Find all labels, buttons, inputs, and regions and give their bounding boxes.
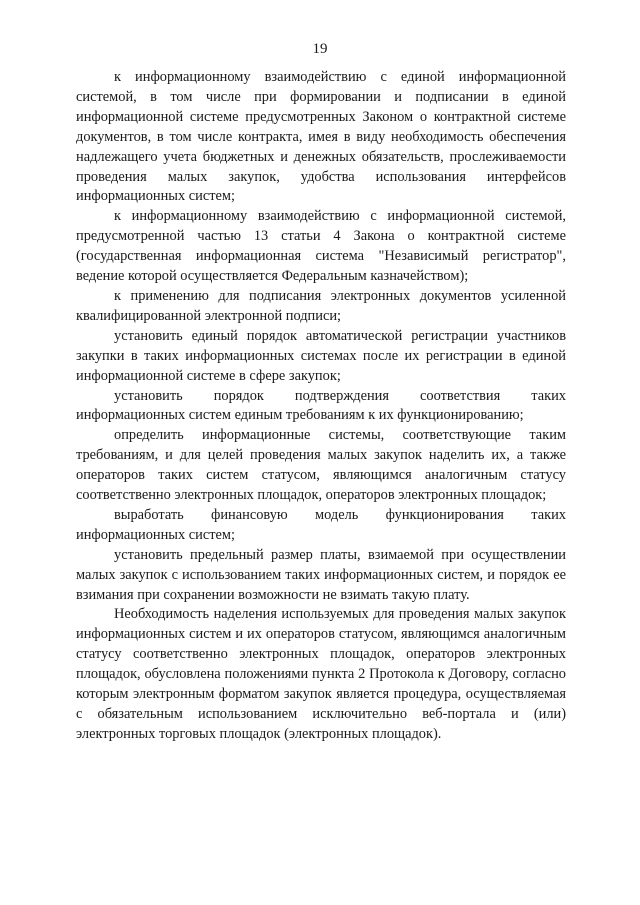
paragraph: Необходимость наделения используемых для проведения малых закупок информационных систем и их операторов статусом, являющимся аналогичным статусу соответственно электронных площадок, операторов электронных площадок, обусловлена положениями пункта 2 Протокола к Договору, согласно которым электронным форматом закупок является процедура, осуществляемая с обязательным использованием исключительно веб-портала и (или) электронных торговых площадок (электронных площадок). <box>76 606 566 742</box>
paragraph: выработать финансовую модель функционирования таких информационных систем; <box>76 506 566 543</box>
paragraph: установить порядок подтверждения соответствия таких информационных систем единым требованиям к их функционированию; <box>76 387 566 424</box>
paragraph: к применению для подписания электронных документов усиленной квалифицированной электронной подписи; <box>76 287 566 324</box>
paragraph: установить предельный размер платы, взимаемой при осуществлении малых закупок с использованием таких информационных систем, и порядок ее взимания при сохранении возможности не взимать такую плату. <box>76 546 566 603</box>
body-text <box>76 68 566 745</box>
page-number: 19 <box>312 41 328 57</box>
paragraph: определить информационные системы, соответствующие таким требованиям, и для целей проведения малых закупок наделить их, а также операторов таких систем статусом, являющимся аналогичным статусу соответственно электронных площадок, операторов электронных площадок; <box>76 427 566 504</box>
paragraph: к информационному взаимодействию с единой информационной системой, в том числе при формировании и подписании в единой информационной системе предусмотренных Законом о контрактной системе документов, в том числе контракта, имея в виду необходимость обеспечения надлежащего учета бюджетных и денежных обязательств, прослеживаемости проведения малых закупок, удобства использования интерфейсов информационных систем; <box>76 69 566 205</box>
paragraph: установить единый порядок автоматической регистрации участников закупки в таких информационных системах после их регистрации в единой информационной системе в сфере закупок; <box>76 327 566 384</box>
paragraph: к информационному взаимодействию с информационной системой, предусмотренной частью 13 статьи 4 Закона о контрактной системе (государственная информационная система "Независимый регистратор", ведение которой осуществляется Федеральным казначейством); <box>76 208 566 285</box>
